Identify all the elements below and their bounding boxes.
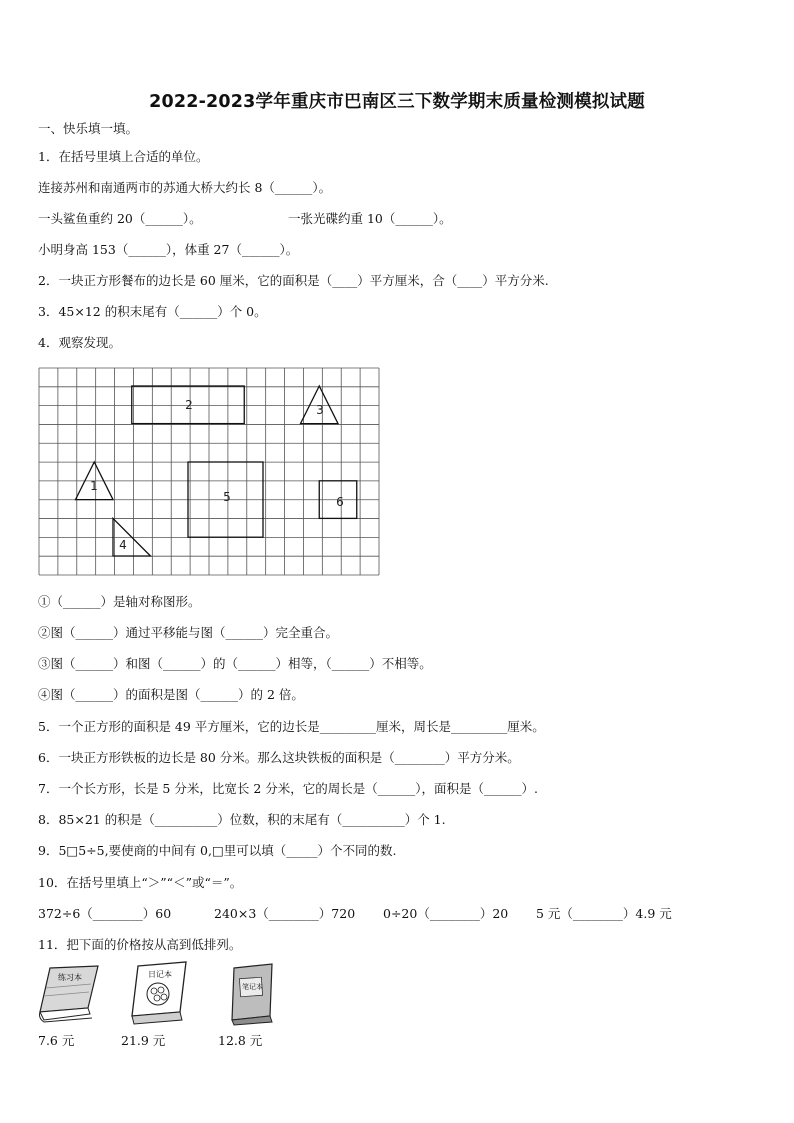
question-3: 3．45×12 的积末尾有（______）个 0。 bbox=[38, 304, 267, 319]
question-1-stem: 1．在括号里填上合适的单位。 bbox=[38, 149, 209, 164]
question-11-stem: 11．把下面的价格按从高到低排列。 bbox=[38, 937, 242, 952]
shape-grid bbox=[38, 367, 380, 576]
shape-3-label: 3 bbox=[316, 403, 324, 417]
question-1-line-2b: 一张光碟约重 10（______）。 bbox=[288, 211, 452, 226]
notebook-title: 笔记本 bbox=[242, 983, 263, 991]
question-4-sub-2: ②图（______）通过平移能与图（______）完全重合。 bbox=[38, 625, 339, 640]
question-4-sub-4: ④图（______）的面积是图（______）的 2 倍。 bbox=[38, 687, 304, 702]
question-1-line-1: 连接苏州和南通两市的苏通大桥大约长 8（______）。 bbox=[38, 180, 332, 195]
price-diary-book: 21.9 元 bbox=[121, 1033, 166, 1048]
question-4-sub-3: ③图（______）和图（______）的（______）相等，（______）不相等。 bbox=[38, 656, 432, 671]
question-10-item-1: 372÷6（________）60 bbox=[38, 906, 172, 921]
question-10-stem: 10．在括号里填上“＞”“＜”或“＝”。 bbox=[38, 875, 243, 890]
price-exercise-book: 7.6 元 bbox=[38, 1033, 75, 1048]
question-4-sub-1: ①（______）是轴对称图形。 bbox=[38, 594, 201, 609]
shape-5-label: 5 bbox=[223, 490, 231, 504]
question-10-item-4: 5 元（________）4.9 元 bbox=[536, 906, 672, 921]
question-10-item-3: 0÷20（________）20 bbox=[383, 906, 509, 921]
exercise-book-title: 练习本 bbox=[58, 973, 82, 982]
shape-1-label: 1 bbox=[90, 479, 98, 493]
question-1-line-2a: 一头鲨鱼重约 20（______）。 bbox=[38, 211, 202, 226]
shape-6-label: 6 bbox=[336, 495, 344, 509]
page-title: 2022-2023学年重庆市巴南区三下数学期末质量检测模拟试题 bbox=[149, 92, 645, 112]
question-1-line-3: 小明身高 153（______），体重 27（______）。 bbox=[38, 242, 299, 257]
shape-4-label: 4 bbox=[119, 538, 127, 552]
diary-book-title: 日记本 bbox=[148, 970, 172, 979]
shape-2-label: 2 bbox=[185, 398, 193, 412]
question-6: 6．一块正方形铁板的边长是 80 分米。那么这块铁板的面积是（________）平方分米。 bbox=[38, 750, 520, 765]
question-5: 5．一个正方形的面积是 49 平方厘米，它的边长是_________厘米，周长是_________厘米。 bbox=[38, 719, 545, 734]
question-10-item-2: 240×3（________）720 bbox=[214, 906, 356, 921]
diary-book-icon bbox=[128, 960, 192, 1030]
notebook-icon bbox=[226, 962, 278, 1030]
exercise-book-icon bbox=[36, 964, 102, 1030]
question-9: 9．5□5÷5,要使商的中间有 0,□里可以填（_____）个不同的数. bbox=[38, 843, 397, 858]
question-2: 2．一块正方形餐布的边长是 60 厘米，它的面积是（____）平方厘米，合（____）平方分米. bbox=[38, 273, 549, 288]
price-notebook: 12.8 元 bbox=[218, 1033, 263, 1048]
section-heading: 一、快乐填一填。 bbox=[38, 121, 139, 136]
question-8: 8．85×21 的积是（__________）位数，积的末尾有（__________）个 1. bbox=[38, 812, 446, 827]
question-7: 7．一个长方形，长是 5 分米，比宽长 2 分米，它的周长是（______），面积是（______）. bbox=[38, 781, 538, 796]
question-4-stem: 4．观察发现。 bbox=[38, 335, 121, 350]
